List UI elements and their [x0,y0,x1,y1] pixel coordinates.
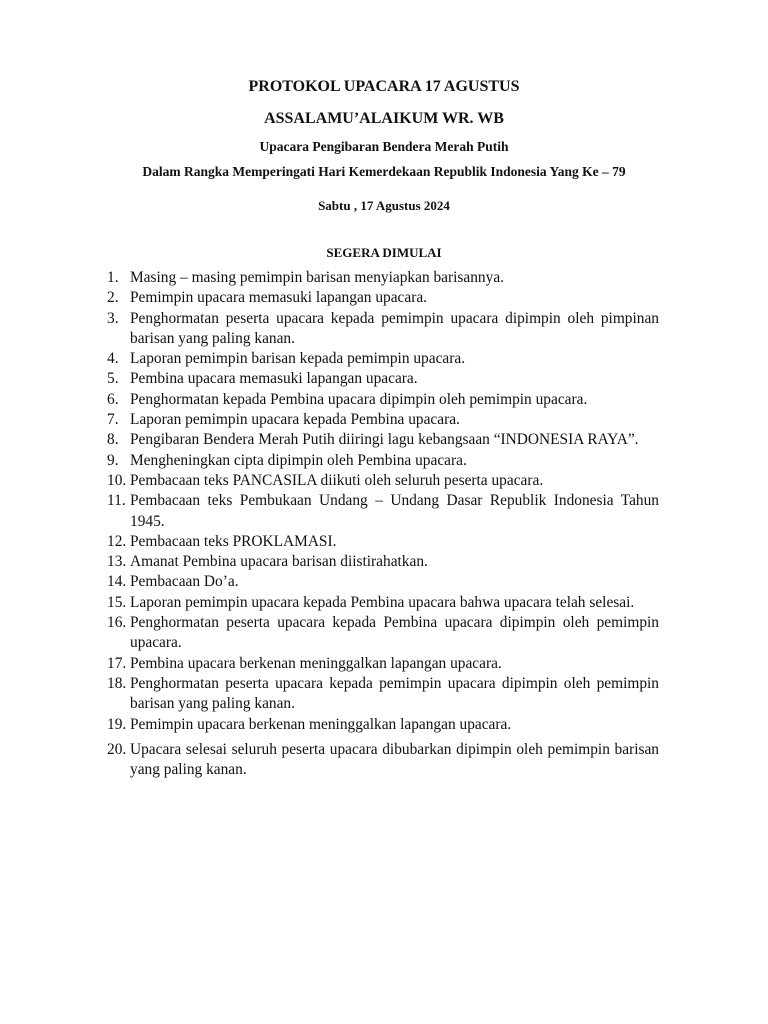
item-text: Pembina upacara memasuki lapangan upacara. [130,370,418,388]
item-number: 11. [107,492,126,510]
list-item [107,349,659,369]
list-item [107,715,659,735]
start-label: SEGERA DIMULAI [326,245,442,260]
subtitle: Upacara Pengibaran Bendera Merah Putih [259,139,509,154]
item-number: 7. [107,411,119,429]
item-text: Laporan pemimpin upacara kepada Pembina upacara bahwa upacara telah selesai. [130,593,635,611]
greeting: ASSALAMU’ALAIKUM WR. WB [264,110,504,127]
item-text: Penghormatan peserta upacara kepada pemimpin upacara dipimpin oleh pimpinan barisan yang paling kanan. [130,309,659,347]
list-item [107,390,659,410]
list-item [107,268,659,288]
item-number: 19. [107,715,127,733]
item-text: Pembacaan teks PROKLAMASI. [130,532,337,550]
item-number: 8. [107,431,119,449]
list-item [107,410,659,430]
list-item [107,613,659,654]
item-number: 2. [107,289,119,307]
item-text: Masing – masing pemimpin barisan menyiapkan barisannya. [130,269,504,286]
item-text: Pemimpin upacara memasuki lapangan upacara. [130,289,428,307]
item-text: Amanat Pembina upacara barisan diistirahatkan. [130,553,428,571]
list-item [107,552,659,572]
list-item [107,593,659,613]
item-number: 15. [107,593,127,611]
item-number: 16. [107,614,127,632]
item-text: Upacara selesai seluruh peserta upacara dibubarkan dipimpin oleh pemimpin barisan yang paling kanan. [130,740,659,779]
list-item [107,451,659,471]
item-text: Penghormatan peserta upacara kepada Pembina upacara dipimpin oleh pemimpin upacara. [130,614,659,652]
list-item [107,532,659,552]
item-text: Penghormatan peserta upacara kepada pemimpin upacara dipimpin oleh pemimpin barisan yang paling kanan. [130,674,659,713]
item-text: Pemimpin upacara berkenan meninggalkan lapangan upacara. [130,715,512,733]
protocol-list [107,268,659,780]
item-number: 14. [107,573,127,591]
item-text: Laporan pemimpin barisan kepada pemimpin upacara. [130,350,466,368]
item-text: Pengibaran Bendera Merah Putih diiringi lagu kebangsaan “INDONESIA RAYA”. [130,431,639,449]
list-item [107,740,659,781]
item-number: 13. [107,553,127,571]
list-item [107,471,659,491]
list-item [107,369,659,389]
list-item [107,288,659,308]
item-text: Penghormatan kepada Pembina upacara dipimpin oleh pemimpin upacara. [130,390,588,408]
item-number: 4. [107,350,119,368]
occasion-line: Dalam Rangka Memperingati Hari Kemerdekaan Republik Indonesia Yang Ke – 79 [142,164,626,179]
list-item [107,654,659,674]
list-item [107,430,659,450]
list-item [107,491,659,532]
item-number: 5. [107,370,119,388]
date-line: Sabtu , 17 Agustus 2024 [318,198,450,213]
item-number: 6. [107,390,119,408]
item-number: 10. [107,471,127,489]
item-text: Pembacaan Do’a. [130,573,239,591]
list-item [107,674,659,715]
item-number: 3. [107,309,119,327]
item-number: 1. [107,269,119,286]
document-title: PROTOKOL UPACARA 17 AGUSTUS [248,78,520,95]
list-item [107,572,659,592]
list-item [107,309,659,350]
item-number: 18. [107,674,127,692]
item-number: 9. [107,451,119,469]
item-text: Laporan pemimpin upacara kepada Pembina upacara. [130,411,460,429]
item-text: Pembacaan teks PANCASILA diikuti oleh seluruh peserta upacara. [130,471,544,489]
item-number: 17. [107,654,127,672]
item-text: Pembina upacara berkenan meninggalkan lapangan upacara. [130,654,502,672]
item-number: 12. [107,532,127,550]
item-text: Pembacaan teks Pembukaan Undang – Undang Dasar Republik Indonesia Tahun 1945. [130,492,659,530]
item-number: 20. [107,740,127,758]
item-text: Mengheningkan cipta dipimpin oleh Pembina upacara. [130,451,467,469]
